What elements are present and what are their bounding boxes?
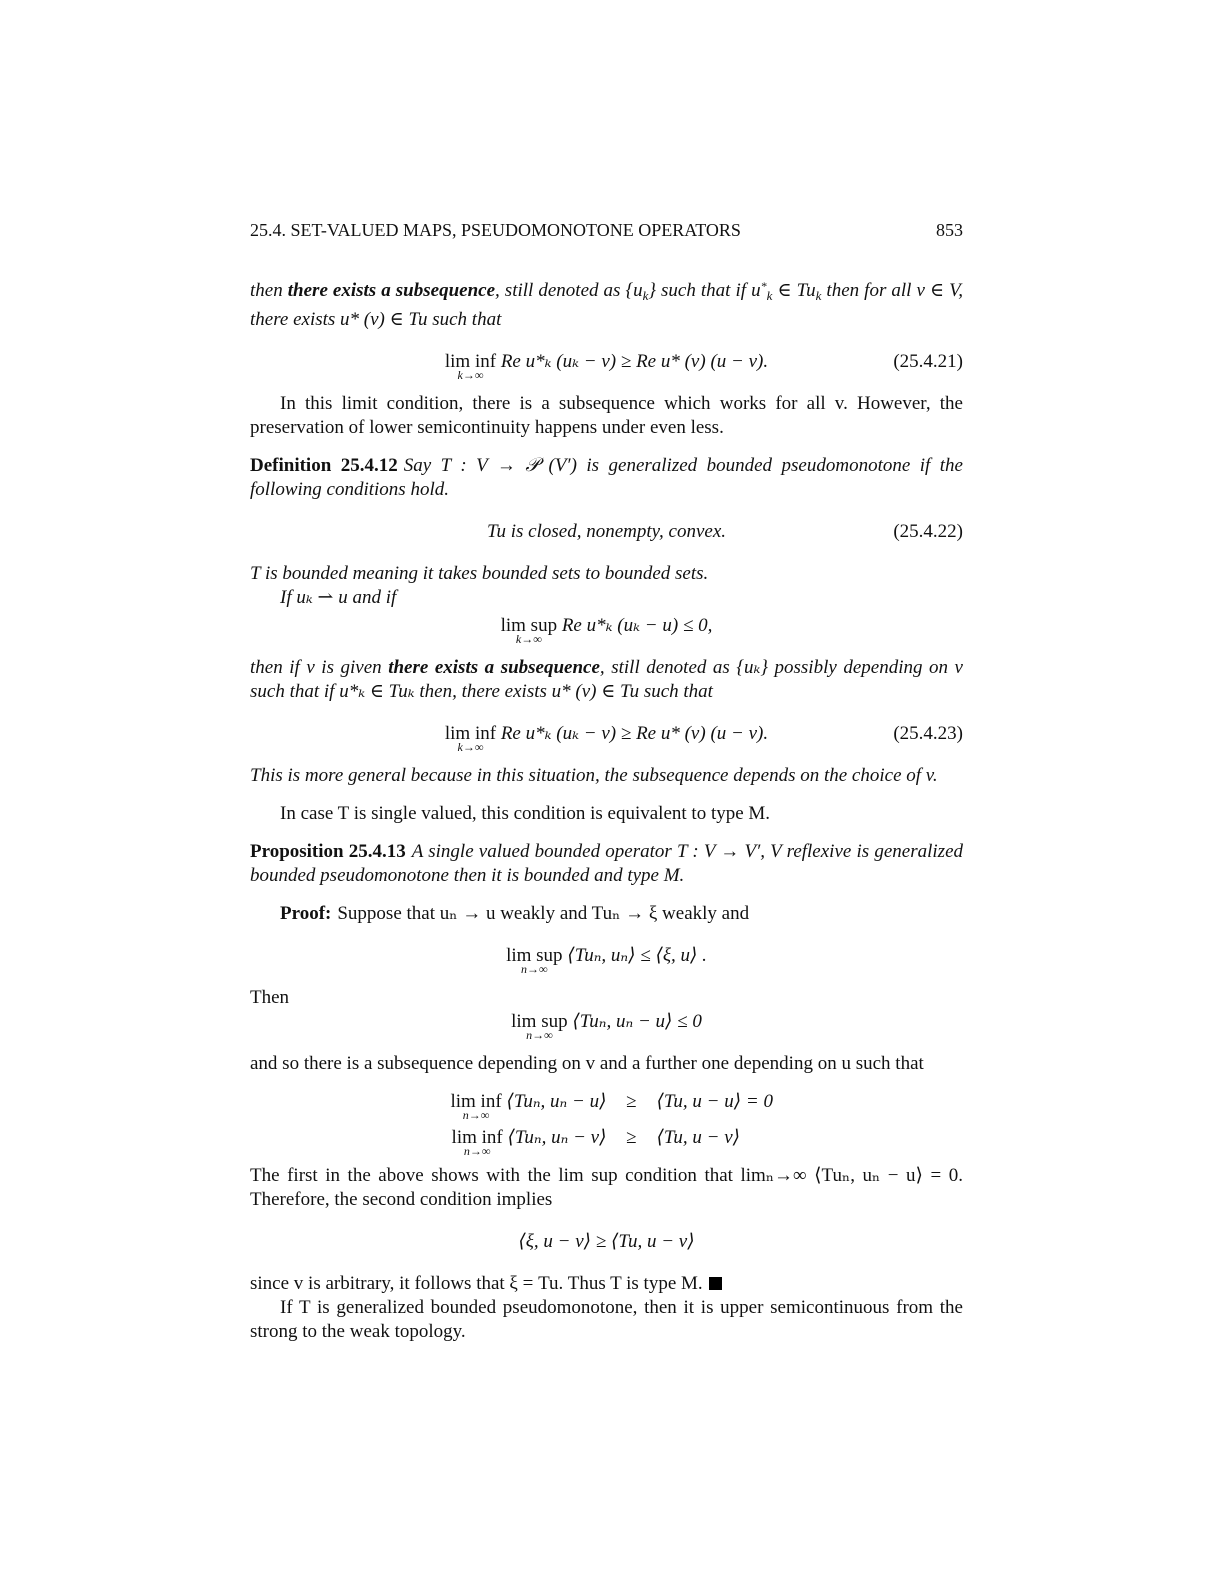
equation-number: (25.4.23): [893, 723, 963, 744]
equation-limsup-difference: lim sup n→∞ ⟨Tuₙ, uₙ − u⟩ ≤ 0: [511, 1011, 702, 1042]
paragraph-subsequence-condition: then there exists a subsequence, still denoted as $\{u_k\}$ such that if $u^*_k$ ∈ $Tu_k$ then for all v ∈ V, there exists u* (v) ∈ Tu such that: [250, 279, 963, 330]
paragraph-upper-semicontinuous: If T is generalized bounded pseudomonotone, then it is upper semicontinuous from the strong to the weak topology.: [250, 1297, 963, 1342]
page: [250, 218, 963, 1344]
paragraph-subsequence-depending-v: then if v is given there exists a subsequence, still denoted as {uₖ} possibly depending on v such that if u*ₖ ∈ Tuₖ then, there exists u* (v) ∈ Tu such that: [250, 657, 963, 702]
paragraph-first-condition: The first in the above shows with the lim sup condition that limₙ→∞ ⟨Tuₙ, uₙ − u⟩ = 0. Therefore, the second condition implies: [250, 1165, 963, 1210]
equation-limsup-condition: lim sup k→∞ Re u*ₖ (uₖ − u) ≤ 0,: [500, 615, 713, 646]
then-word: Then: [250, 987, 290, 1008]
aligned-row: lim inf n→∞ ⟨Tuₙ, uₙ − v⟩ ≥ ⟨Tu, u − v⟩: [451, 1127, 741, 1158]
section-title: 25.4. SET-VALUED MAPS, PSEUDOMONOTONE OPERATORS: [250, 220, 741, 240]
proof-start: Proof: Suppose that uₙ → u weakly and Tuₙ → ξ weakly and: [280, 903, 750, 924]
running-header: [250, 218, 963, 242]
qed-square-icon: [709, 1277, 722, 1290]
paragraph-conclusion: since v is arbitrary, it follows that ξ = Tu. Thus T is type M.: [250, 1272, 963, 1296]
equation-limsup-pairing: lim sup n→∞ ⟨Tuₙ, uₙ⟩ ≤ ⟨ξ, u⟩ .: [506, 945, 707, 976]
equation-25-4-22: Tu is closed, nonempty, convex. (25.4.22): [486, 521, 963, 542]
equation-25-4-21: lim inf k→∞ Re u*ₖ (uₖ − v) ≥ Re u* (v) (u − v). (25.4.21): [444, 351, 963, 382]
aligned-equations: [437, 1090, 777, 1158]
proposition-25-4-13: Proposition 25.4.13 A single valued bounded operator T : V → V′, V reflexive is generalized bounded pseudomonotone then it is bounded and type M.: [250, 841, 963, 886]
paragraph-further-subsequence: and so there is a subsequence depending on v and a further one depending on u such that: [250, 1053, 924, 1074]
condition-bounded: T is bounded meaning it takes bounded sets to bounded sets.: [250, 563, 709, 584]
equation-number: (25.4.22): [893, 521, 963, 542]
definition-25-4-12: Definition 25.4.12 Say T : V → 𝒫 (V′) is generalized bounded pseudomonotone if the following conditions hold.: [250, 455, 963, 500]
page-number: 853: [936, 220, 963, 240]
equation-final-inequality: ⟨ξ, u − v⟩ ≥ ⟨Tu, u − v⟩: [518, 1231, 695, 1252]
paragraph-limit-condition: In this limit condition, there is a subsequence which works for all v. However, the preservation of lower semicontinuity happens under even less.: [250, 393, 963, 438]
condition-weak-convergence: If uₖ ⇀ u and if: [280, 587, 397, 608]
aligned-row: lim inf n→∞ ⟨Tuₙ, uₙ − u⟩ ≥ ⟨Tu, u − u⟩ = 0: [450, 1091, 773, 1122]
paragraph-single-valued: In case T is single valued, this condition is equivalent to type M.: [280, 803, 771, 824]
equation-number: (25.4.21): [893, 351, 963, 372]
equation-25-4-23: lim inf k→∞ Re u*ₖ (uₖ − v) ≥ Re u* (v) (u − v). (25.4.23): [444, 723, 963, 754]
paragraph-more-general: This is more general because in this situation, the subsequence depends on the choice of v.: [250, 765, 938, 786]
